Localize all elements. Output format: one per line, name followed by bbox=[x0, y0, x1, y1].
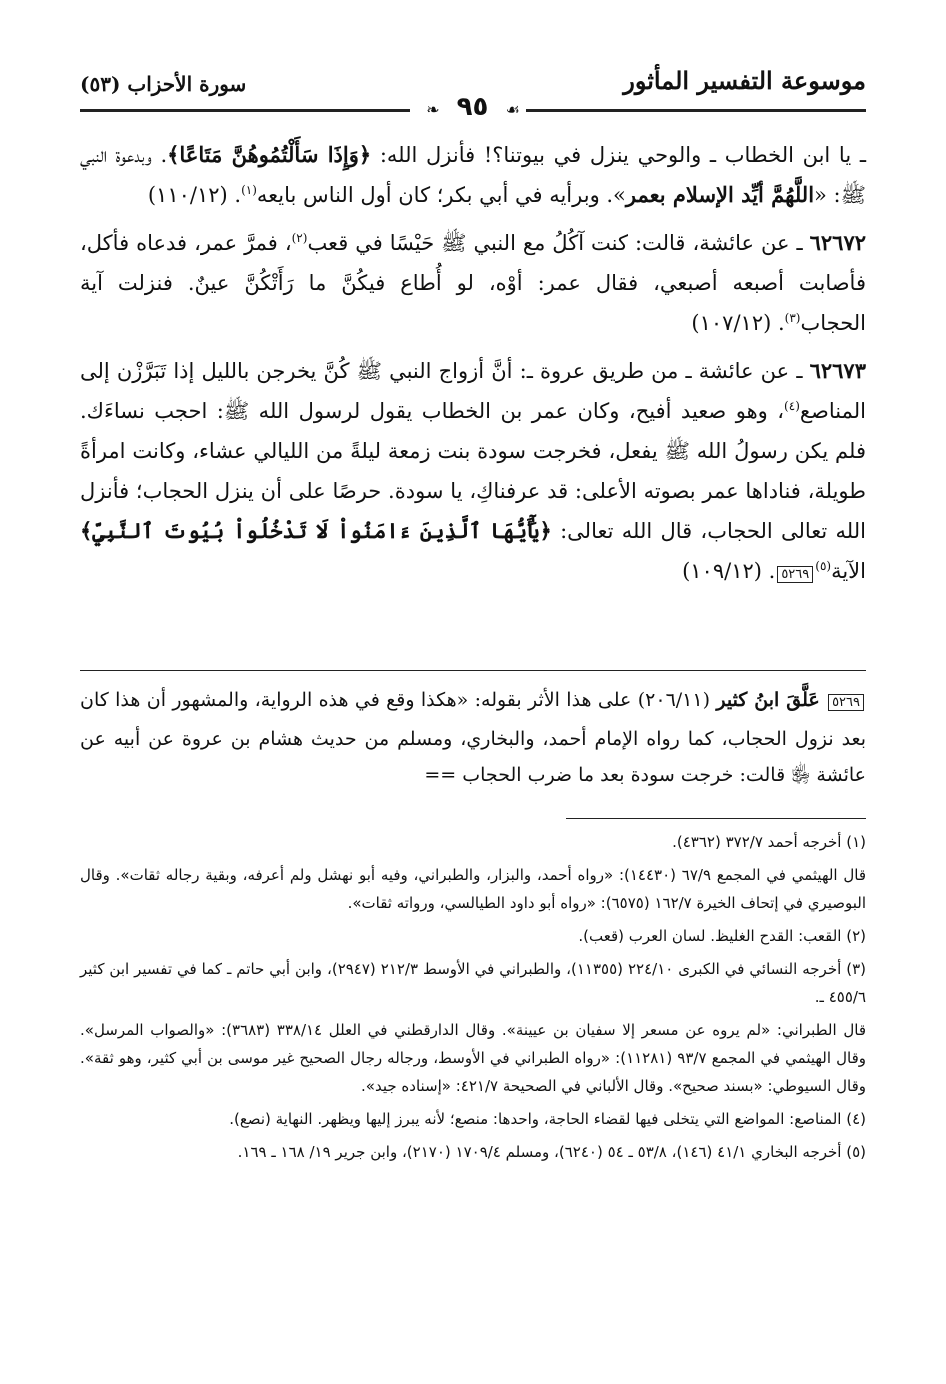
footnote-marker[interactable]: (٣) bbox=[784, 311, 801, 325]
commentary-text: (٢٠٦/١١) على هذا الأثر بقوله: «هكذا وقع في هذه الرواية، والمشهور أن هذا كان بعد نزول الحجاب، كما رواه الإمام أحمد، والبخاري، ومسلم من حديث هشام بن عروة عن أبيه عن عائشة ﵂ قالت: خرجت سودة بعد ما ضرب الحجاب == bbox=[80, 689, 866, 786]
commentary-paragraph bbox=[80, 682, 866, 793]
athar-number: ٦٢٦٧٢ bbox=[809, 230, 867, 255]
footnote: (١) أخرجه أحمد ٣٧٢/٧ (٤٣٦٢). bbox=[672, 833, 866, 851]
footnote-marker[interactable]: (٤) bbox=[784, 399, 800, 413]
footnote-marker[interactable]: (٢) bbox=[291, 231, 308, 245]
dua-quote: اللَّهُمَّ أيِّد الإسلام بعمر bbox=[625, 182, 815, 207]
surah-label: سورة الأحزاب (٥٣) bbox=[80, 72, 247, 96]
text-segment: ». وبرأيه في أبي بكر؛ كان أول الناس بايعه bbox=[256, 183, 626, 207]
main-text bbox=[80, 135, 866, 603]
footnotes-separator bbox=[566, 818, 866, 819]
ornament-icon: ❧ bbox=[426, 100, 440, 119]
text-segment: ، فمرَّ عمر، فدعاه فأكل، فأصابت أصبعه أصبعي، فقال عمر: أوْه، لو أُطاع فيكُنَّ ما رَأَتْكُنَّ عينٌ. فنزلت آية الحجاب bbox=[80, 231, 866, 335]
volume-reference: . (١٠٧/١٢) bbox=[691, 311, 785, 335]
header-rule-right bbox=[526, 109, 866, 112]
footnote-marker[interactable]: (١) bbox=[241, 183, 257, 197]
volume-reference: . (١٠٩/١٢) bbox=[682, 559, 776, 583]
commentary-box-ref[interactable]: ٥٢٦٩ bbox=[777, 566, 813, 583]
commentary-section bbox=[80, 682, 866, 793]
athar-62672 bbox=[80, 223, 866, 343]
book-title: موسوعة التفسير المأثور bbox=[623, 66, 866, 95]
header-rule-left bbox=[80, 109, 410, 112]
quran-verse: ﴿وَإِذَا سَأَلْتُمُوهُنَّ مَتَاعًا﴾ bbox=[167, 142, 372, 167]
quran-verse: ﴿يَٰٓأَيُّهَا ٱلَّذِينَ ءَامَنُواْ لَا تَدْخُلُواْ بُيُوتَ ٱلنَّبِيِّ﴾ bbox=[80, 518, 552, 543]
commentary-separator bbox=[80, 670, 866, 671]
footnote: (٤) المناصع: المواضع التي يتخلى فيها لقضاء الحاجة، واحدها: منصع؛ لأنه يبرز إليها ويظهر. النهاية (نصع). bbox=[229, 1110, 866, 1128]
text-segment: ـ عن عائشة ـ من طريق عروة ـ: أنَّ أزواج النبي ﷺ كُنَّ يخرجن بالليل إذا تَبَرَّزْن إلى المناصع bbox=[80, 359, 866, 423]
footnotes bbox=[80, 828, 866, 1171]
footnote: (٣) أخرجه النسائي في الكبرى ٢٢٤/١٠ (١١٣٥٥)، والطبراني في الأوسط ٢١٢/٣ (٢٩٤٧)، وابن أبي حاتم ـ كما في تفسير ابن كثير ٤٥٥/٦ ـ. bbox=[80, 960, 866, 1006]
footnote: قال الطبراني: «لم يروه عن مسعر إلا سفيان بن عيينة». وقال الدارقطني في العلل ٣٣٨/١٤ (٣٦٨٣): «والصواب المرسل». وقال الهيثمي في المجمع ٩٣/٧ (١١٢٨١): «رواه الطبراني في الأوسط، ورجاله رجال الصحيح غير موسى بن أبي كثير، وهو ثقة». وقال السيوطي: «بسند صحيح». وقال الألباني في الصحيحة ٤٢١/٧: «إسناده جيد». bbox=[80, 1021, 867, 1095]
text-segment: . وبدعوة النبي ﷺ: « bbox=[80, 143, 866, 207]
footnote: (٢) القعب: القدح الغليظ. لسان العرب (قعب). bbox=[578, 927, 866, 945]
page-header bbox=[80, 62, 866, 122]
ornament-icon: ☙ bbox=[505, 100, 520, 119]
commentary-box-ref: ٥٢٦٩ bbox=[828, 694, 864, 711]
text-segment: ـ عن عائشة، قالت: كنت آكُلُ مع النبي ﷺ حَيْسًا في قعب bbox=[307, 231, 810, 255]
paragraph-continuation bbox=[80, 135, 866, 215]
footnote-marker[interactable]: (٥) bbox=[815, 559, 832, 573]
text-segment: الآية bbox=[831, 559, 866, 583]
athar-62673 bbox=[80, 351, 866, 595]
text-segment: ـ يا ابن الخطاب ـ والوحي ينزل في بيوتنا؟! فأنزل الله: bbox=[371, 143, 866, 167]
athar-number: ٦٢٦٧٣ bbox=[809, 358, 866, 383]
commentary-lead: عَلَّقَ ابنُ كثير bbox=[716, 689, 820, 711]
footnote: (٥) أخرجه البخاري ٤١/١ (١٤٦)، ٥٣/٨ ـ ٥٤ (٦٢٤٠)، ومسلم ١٧٠٩/٤ (٢١٧٠)، وابن جرير ١٩/ ١٦٨ ـ ١٦٩. bbox=[237, 1143, 866, 1161]
page-number: ٩٥ bbox=[456, 92, 489, 122]
text-segment: ، وهو صعيد أفيح، وكان عمر بن الخطاب يقول لرسول الله ﷺ: احجب نساءَك. فلم يكن رسولُ الله ﷺ يفعل، فخرجت سودة بنت زمعة ليلةً من الليالي عشاء، وكانت امرأةً طويلة، فناداها عمر بصوته الأعلى: قد عرفناكِ، يا سودة. حرصًا على أن ينزل الحجاب؛ فأنزل الله تعالى الحجاب، قال الله تعالى: bbox=[80, 399, 866, 543]
volume-reference: . (١١٠/١٢) bbox=[147, 183, 242, 207]
page-number-block bbox=[418, 92, 528, 122]
footnote: قال الهيثمي في المجمع ٦٧/٩ (١٤٤٣٠): «رواه أحمد، والبزار، والطبراني، وفيه أبو نهشل ولم أعرفه، وبقية رجاله ثقات». وقال البوصيري في إتحاف الخيرة ١٦٢/٧ (٦٥٧٥): «رواه أبو داود الطيالسي، ورواته ثقات». bbox=[80, 866, 867, 912]
